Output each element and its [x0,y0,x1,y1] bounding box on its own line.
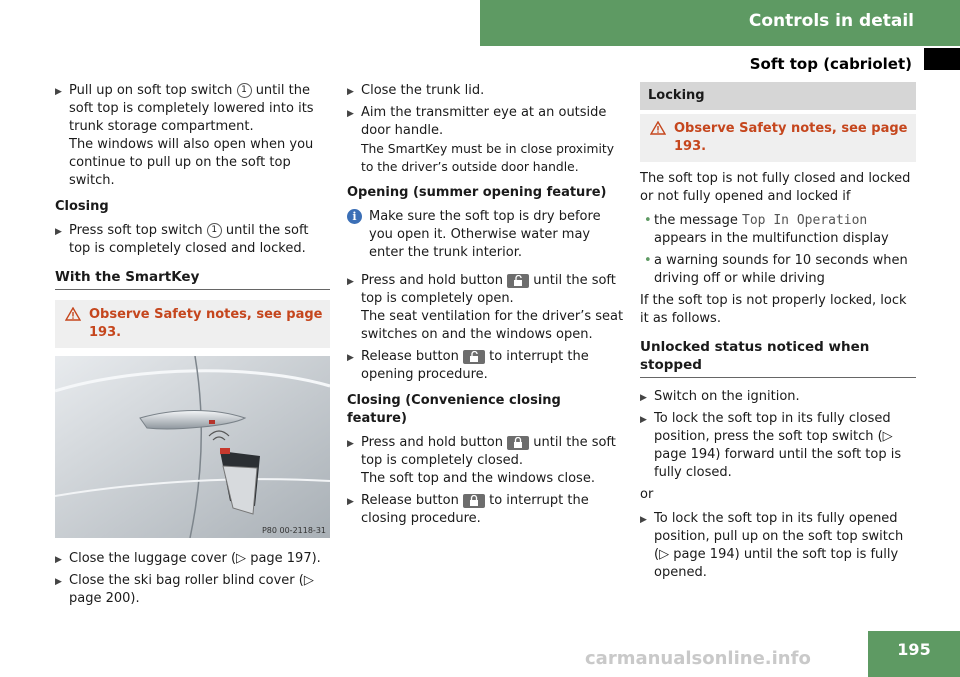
section-bar-locking: Locking [640,82,916,110]
step [640,388,916,406]
step-text: until the soft top is completely closed. [361,435,616,468]
arrow-icon: ▶ [347,353,354,363]
step [55,572,330,608]
step-note: The SmartKey must be in close proximity to the driver’s outside door handle. [361,142,614,174]
lock-button-icon [507,436,529,450]
bullet-item [640,212,916,248]
warning-text: Observe Safety notes, see page 193. [89,307,323,340]
column-2 [347,82,625,532]
bullet-icon: • [644,213,652,228]
step-text: Pull up on soft top switch [69,83,233,98]
bullet-item [640,252,916,288]
bullet-icon: • [644,253,652,268]
arrow-icon: ▶ [640,393,647,403]
bullet-text: the message [654,213,738,228]
column-3 [640,82,916,586]
bullet-text: a warning sounds for 10 seconds when driving off or while driving [654,253,908,286]
step [55,550,330,568]
step-text: to interrupt the opening procedure. [361,349,589,382]
step-text: Close the ski bag roller blind cover (▷ page 200). [69,573,314,606]
arrow-icon: ▶ [347,109,354,119]
step-text: Close the luggage cover (▷ page 197). [69,551,321,566]
arrow-icon: ▶ [55,555,62,565]
page-number: 195 [897,640,931,659]
step-text: Switch on the ignition. [654,389,800,404]
step-text: until the soft top is completely closed and locked. [69,223,309,256]
step-text: To lock the soft top in its fully closed position, press the soft top switch (▷ page 194) forward until the soft top is fully closed. [654,411,902,480]
warning-triangle-icon [650,121,666,135]
step-text: Release button [361,493,459,508]
step-text: Press soft top switch [69,223,203,238]
step [640,510,916,582]
step-note: The windows will also open when you continue to pull up on the soft top switch. [69,137,314,188]
step-text: until the soft top is completely lowered into its trunk storage compartment. [69,83,314,134]
step [347,104,625,176]
step-text: to interrupt the closing procedure. [361,493,589,526]
step-text: Press and hold button [361,435,504,450]
info-note [347,208,625,262]
arrow-icon: ▶ [347,497,354,507]
step [347,434,625,488]
arrow-icon: ▶ [55,227,62,237]
step-text: until the soft top is completely open. [361,273,616,306]
display-message: Top In Operation [742,213,868,228]
page-subtitle: Soft top (cabriolet) [749,55,912,73]
step-note: The seat ventilation for the driver’s seat switches on and the windows open. [361,309,624,342]
step-text: Release button [361,349,459,364]
heading-closing-convenience: Closing (Convenience closing feature) [347,393,561,426]
arrow-icon: ▶ [640,515,647,525]
bullet-text: appears in the multifunction display [654,231,889,246]
watermark: carmanualsonline.info [585,648,811,669]
step-text: To lock the soft top in its fully opened position, pull up on the soft top switch (▷ page 194) until the soft top is fully opened. [654,511,904,580]
info-icon: i [347,209,362,224]
step [347,272,625,344]
info-text: Make sure the soft top is dry before you open it. Otherwise water may enter the trunk interior. [369,209,601,260]
arrow-icon: ▶ [347,439,354,449]
car-door-image [55,356,330,538]
paragraph: If the soft top is not properly locked, lock it as follows. [640,293,907,326]
step [347,82,625,100]
step [55,82,330,190]
header-section-bar [480,0,960,46]
lock-button-icon [463,494,485,508]
step-text: Close the trunk lid. [361,83,485,98]
step-note: The soft top and the windows close. [361,471,595,486]
safety-warning [640,114,916,162]
step-text: Press and hold button [361,273,504,288]
safety-warning [55,300,330,348]
step [347,492,625,528]
step [347,348,625,384]
item-number-icon: 1 [207,223,222,238]
warning-text: Observe Safety notes, see page 193. [674,121,908,154]
arrow-icon: ▶ [55,87,62,97]
heading-opening: Opening (summer opening feature) [347,185,607,200]
photo-caption: P80 00-2118-31 [261,526,326,535]
warning-triangle-icon [65,307,81,321]
paragraph: The soft top is not fully closed and locked or not fully opened and locked if [640,171,911,204]
unlock-button-icon [507,274,529,288]
arrow-icon: ▶ [347,277,354,287]
smartkey-door-photo [55,356,330,538]
arrow-icon: ▶ [347,87,354,97]
step [640,410,916,482]
header-marker [924,48,960,70]
heading-closing: Closing [55,199,109,214]
item-number-icon: 1 [237,83,252,98]
section-heading-unlocked: Unlocked status noticed when stopped [640,338,916,378]
step-text: Aim the transmitter eye at an outside door handle. [361,105,607,138]
arrow-icon: ▶ [640,415,647,425]
arrow-icon: ▶ [55,577,62,587]
step [55,222,330,258]
header-section-title: Controls in detail [748,11,914,31]
section-heading-smartkey: With the SmartKey [55,268,330,290]
column-1 [55,82,330,612]
or-text: or [640,487,654,502]
unlock-button-icon [463,350,485,364]
page-number-box [868,631,960,677]
